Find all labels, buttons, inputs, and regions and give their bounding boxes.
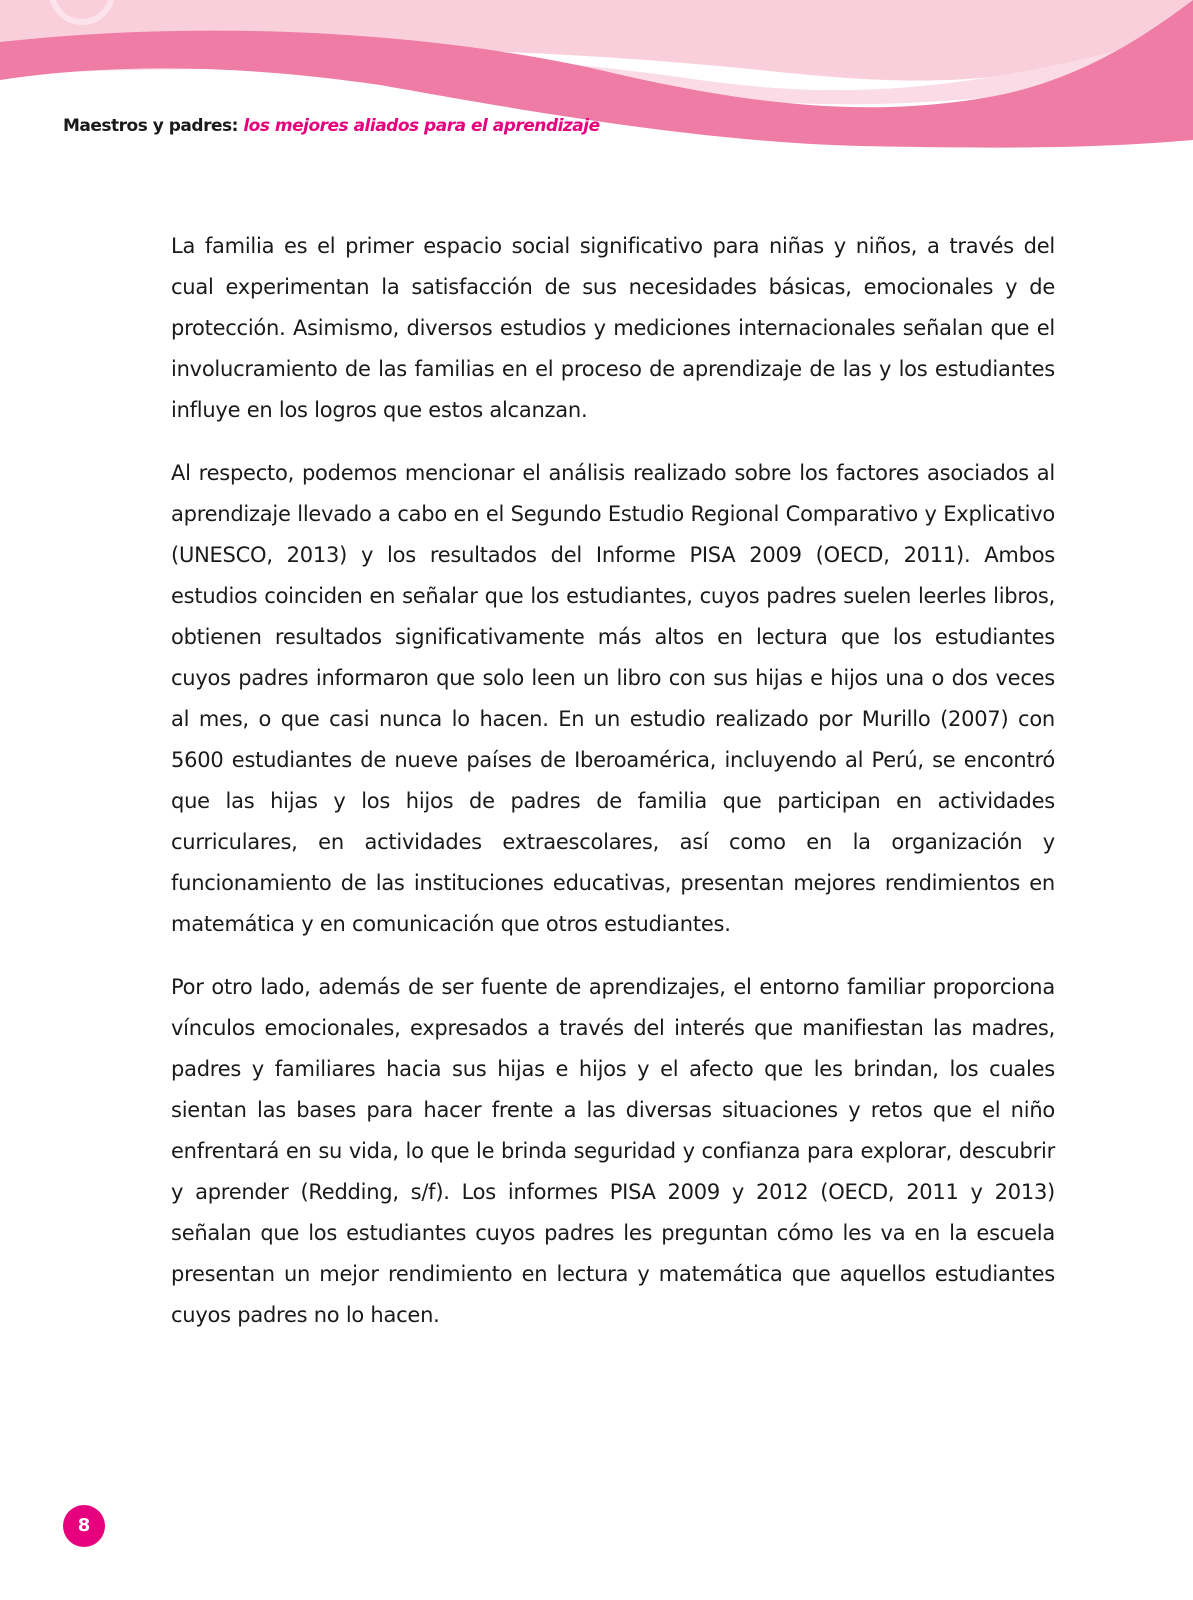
running-header [63,116,600,136]
header-wave-decoration [0,0,1193,160]
page-number-badge: 8 [63,1505,105,1547]
running-header-title: Maestros y padres: [63,116,238,136]
paragraph-2: Al respecto, podemos mencionar el análisis realizado sobre los factores asociados al aprendizaje llevado a cabo en el Segundo Estudio Regional Comparativo y Explicativo (UNESCO, 2013) y los resultados del Informe PISA 2009 (OECD, 2011). Ambos estudios coinciden en señalar que los estudiantes, cuyos padres suelen leerles libros, obtienen resultados significativamente más altos en lectura que los estudiantes cuyos padres informaron que solo leen un libro con sus hijas e hijos una o dos veces al mes, o que casi nunca lo hacen. En un estudio realizado por Murillo (2007) con 5600 estudiantes de nueve países de Iberoamérica, incluyendo al Perú, se encontró que las hijas y los hijos de padres de familia que participan en actividades curriculares, en actividades extraescolares, así como en la organización y funcionamiento de las instituciones educativas, presentan mejores rendimientos en matemática y en comunicación que otros estudiantes. [171,461,1055,936]
paragraph-1: La familia es el primer espacio social significativo para niñas y niños, a través del cual experimentan la satisfacción de sus necesidades básicas, emocionales y de protección. Asimismo, diversos estudios y mediciones internacionales señalan que el involucramiento de las familias en el proceso de aprendizaje de las y los estudiantes influye en los logros que estos alcanzan. [171,234,1055,422]
paragraph-3: Por otro lado, además de ser fuente de aprendizajes, el entorno familiar proporciona vínculos emocionales, expresados a través del interés que manifiestan las madres, padres y familiares hacia sus hijas e hijos y el afecto que les brindan, los cuales sientan las bases para hacer frente a las diversas situaciones y retos que el niño enfrentará en su vida, lo que le brinda seguridad y confianza para explorar, descubrir y aprender (Redding, s/f). Los informes PISA 2009 y 2012 (OECD, 2011 y 2013) señalan que los estudiantes cuyos padres les preguntan cómo les va en la escuela presentan un mejor rendimiento en lectura y matemática que aquellos estudiantes cuyos padres no lo hacen. [171,975,1055,1327]
running-header-subtitle: los mejores aliados para el aprendizaje [243,116,600,136]
body-text [171,226,1055,1358]
